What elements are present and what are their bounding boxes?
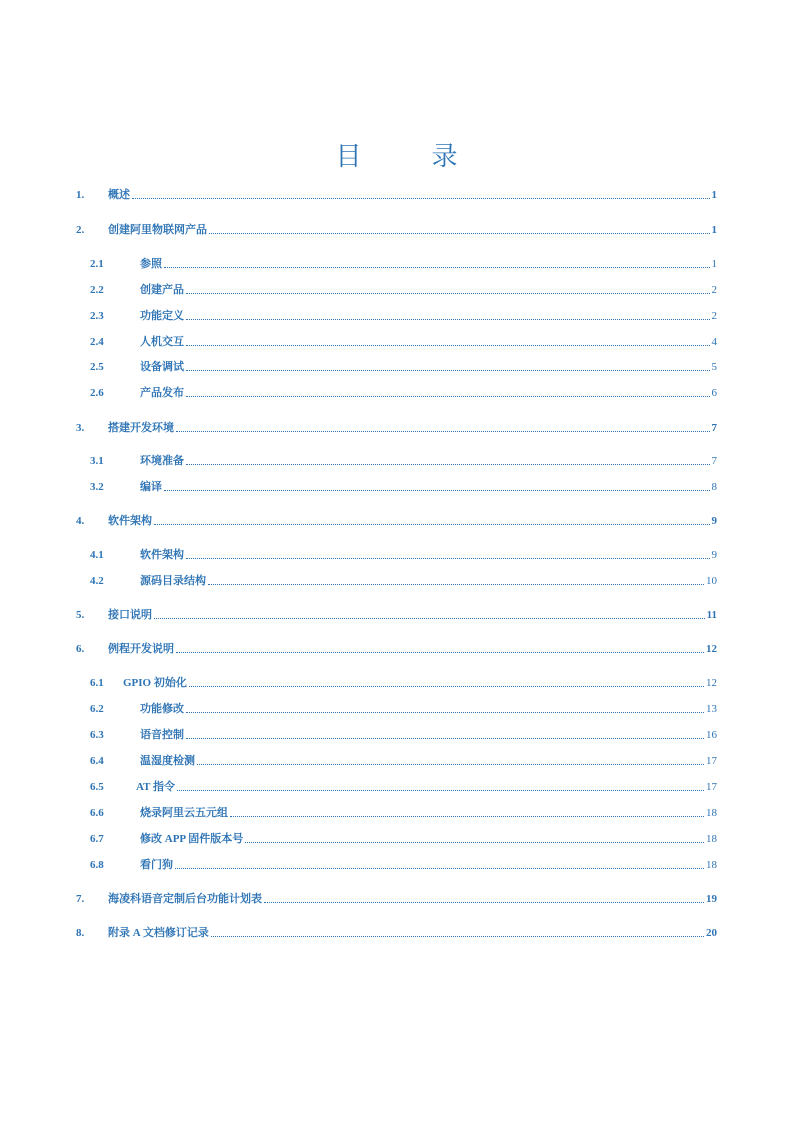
toc-dot-leader — [186, 281, 710, 294]
toc-entry-page-number: 9 — [710, 512, 718, 530]
toc-dot-leader — [154, 606, 705, 619]
toc-entry[interactable] — [0, 924, 793, 942]
toc-entry-label: 语音控制 — [140, 726, 186, 744]
toc-entry[interactable] — [0, 384, 793, 402]
toc-dot-leader — [209, 221, 710, 234]
toc-entry-label: 功能修改 — [140, 700, 186, 718]
toc-entry[interactable] — [0, 546, 793, 564]
toc-dot-leader — [208, 572, 704, 585]
toc-dot-leader — [177, 778, 704, 791]
toc-entry[interactable] — [0, 478, 793, 496]
toc-entry-number: 6.3 — [90, 729, 104, 741]
toc-entry-number: 2.6 — [90, 387, 104, 399]
toc-entry-number: 6.6 — [90, 807, 104, 819]
toc-entry[interactable] — [0, 419, 793, 437]
toc-entry[interactable] — [0, 307, 793, 325]
toc-entry-number: 3.1 — [90, 455, 104, 467]
toc-entry[interactable] — [0, 804, 793, 822]
toc-entry-label: 软件架构 — [140, 546, 186, 564]
toc-dot-leader — [230, 804, 704, 817]
toc-entry-page-number: 4 — [710, 333, 718, 351]
toc-dot-leader — [245, 830, 704, 843]
toc-entry-page-number: 12 — [704, 640, 717, 658]
toc-entry[interactable] — [0, 512, 793, 530]
page-title: 目 录 — [335, 142, 480, 171]
toc-entry-page-number: 16 — [704, 726, 717, 744]
toc-entry-page-number: 17 — [704, 752, 717, 770]
toc-entry-label: 环境准备 — [140, 452, 186, 470]
toc-entry-page-number: 11 — [705, 606, 717, 624]
toc-entry-page-number: 1 — [710, 221, 718, 239]
toc-entry[interactable] — [0, 856, 793, 874]
toc-entry-page-number: 2 — [710, 307, 718, 325]
toc-entry-page-number: 12 — [704, 674, 717, 692]
toc-entry[interactable] — [0, 186, 793, 204]
toc-entry[interactable] — [0, 890, 793, 908]
toc-entry-label: 参照 — [140, 255, 164, 273]
toc-entry-page-number: 2 — [710, 281, 718, 299]
toc-entry[interactable] — [0, 452, 793, 470]
toc-dot-leader — [175, 856, 704, 869]
toc-entry-page-number: 8 — [710, 478, 718, 496]
toc-dot-leader — [264, 890, 704, 903]
toc-entry-label: 修改 APP 固件版本号 — [140, 830, 245, 848]
toc-entry[interactable] — [0, 830, 793, 848]
toc-entry-number: 6.4 — [90, 755, 104, 767]
toc-entry-number: 6.8 — [90, 859, 104, 871]
toc-entry-label: 功能定义 — [140, 307, 186, 325]
toc-entry-number: 6. — [76, 643, 85, 655]
toc-entry-label: 接口说明 — [108, 606, 154, 624]
toc-entry-number: 1. — [76, 189, 85, 201]
toc-entry-page-number: 6 — [710, 384, 718, 402]
toc-entry-label: 编译 — [140, 478, 164, 496]
toc-entry[interactable] — [0, 700, 793, 718]
toc-entry-label: 概述 — [108, 186, 132, 204]
toc-entry-label: 创建阿里物联网产品 — [108, 221, 209, 239]
toc-entry-number: 6.2 — [90, 703, 104, 715]
toc-entry[interactable] — [0, 674, 793, 692]
toc-entry-label: 人机交互 — [140, 333, 186, 351]
toc-entry-label: 设备调试 — [140, 358, 186, 376]
toc-entry-label: 烧录阿里云五元组 — [140, 804, 230, 822]
toc-dot-leader — [186, 726, 704, 739]
toc-entry-label: 看门狗 — [140, 856, 175, 874]
toc-entry[interactable] — [0, 752, 793, 770]
toc-dot-leader — [132, 186, 710, 199]
toc-entry-page-number: 1 — [710, 255, 718, 273]
toc-dot-leader — [154, 512, 710, 525]
toc-entry-number: 2.4 — [90, 336, 104, 348]
toc-entry-number: 2.5 — [90, 361, 104, 373]
toc-entry-label: GPIO 初始化 — [123, 674, 189, 692]
toc-entry-page-number: 19 — [704, 890, 717, 908]
toc-entry-number: 3. — [76, 422, 85, 434]
toc-entry-page-number: 9 — [710, 546, 718, 564]
toc-entry-label: 温湿度检测 — [140, 752, 197, 770]
toc-entry[interactable] — [0, 358, 793, 376]
toc-entry-label: 产品发布 — [140, 384, 186, 402]
toc-entry-page-number: 13 — [704, 700, 717, 718]
toc-entry-number: 2.3 — [90, 310, 104, 322]
toc-dot-leader — [186, 452, 710, 465]
toc-dot-leader — [164, 478, 710, 491]
toc-entry-number: 8. — [76, 927, 85, 939]
toc-entry-label: AT 指令 — [136, 778, 177, 796]
toc-entry-page-number: 7 — [710, 452, 718, 470]
toc-entry-page-number: 10 — [704, 572, 717, 590]
toc-dot-leader — [186, 546, 710, 559]
toc-dot-leader — [176, 640, 704, 653]
toc-entry-number: 6.7 — [90, 833, 104, 845]
toc-dot-leader — [164, 255, 710, 268]
toc-entry[interactable] — [0, 281, 793, 299]
toc-entry-number: 2.2 — [90, 284, 104, 296]
toc-entry[interactable] — [0, 726, 793, 744]
toc-entry[interactable] — [0, 572, 793, 590]
toc-entry-number: 5. — [76, 609, 85, 621]
toc-entry[interactable] — [0, 333, 793, 351]
toc-entry-number: 2. — [76, 224, 85, 236]
toc-entry-page-number: 5 — [710, 358, 718, 376]
toc-entry-page-number: 7 — [710, 419, 718, 437]
toc-entry-number: 6.1 — [90, 677, 104, 689]
toc-entry[interactable] — [0, 778, 793, 796]
toc-dot-leader — [176, 419, 710, 432]
toc-dot-leader — [186, 333, 710, 346]
toc-entry-page-number: 18 — [704, 804, 717, 822]
toc-entry-number: 7. — [76, 893, 85, 905]
toc-dot-leader — [211, 924, 704, 937]
toc-entry-label: 源码目录结构 — [140, 572, 208, 590]
toc-entry-page-number: 18 — [704, 856, 717, 874]
toc-entry-number: 6.5 — [90, 781, 104, 793]
toc-entry-number: 4.1 — [90, 549, 104, 561]
toc-entry-page-number: 18 — [704, 830, 717, 848]
toc-entry-label: 搭建开发环境 — [108, 419, 176, 437]
toc-entry[interactable] — [0, 221, 793, 239]
toc-dot-leader — [186, 700, 704, 713]
toc-entry-page-number: 17 — [704, 778, 717, 796]
toc-entry-label: 创建产品 — [140, 281, 186, 299]
toc-entry-number: 4. — [76, 515, 85, 527]
toc-entry[interactable] — [0, 255, 793, 273]
toc-dot-leader — [197, 752, 704, 765]
toc-entry-number: 4.2 — [90, 575, 104, 587]
toc-dot-leader — [189, 674, 704, 687]
toc-dot-leader — [186, 358, 710, 371]
toc-entry[interactable] — [0, 640, 793, 658]
toc-entry-label: 海凌科语音定制后台功能计划表 — [108, 890, 264, 908]
toc-entry[interactable] — [0, 606, 793, 624]
toc-entry-number: 3.2 — [90, 481, 104, 493]
toc-entry-label: 软件架构 — [108, 512, 154, 530]
toc-entry-label: 例程开发说明 — [108, 640, 176, 658]
toc-entry-label: 附录 A 文档修订记录 — [108, 924, 211, 942]
toc-entry-page-number: 20 — [704, 924, 717, 942]
toc-dot-leader — [186, 384, 710, 397]
toc-entry-number: 2.1 — [90, 258, 104, 270]
toc-entry-page-number: 1 — [710, 186, 718, 204]
toc-dot-leader — [186, 307, 710, 320]
